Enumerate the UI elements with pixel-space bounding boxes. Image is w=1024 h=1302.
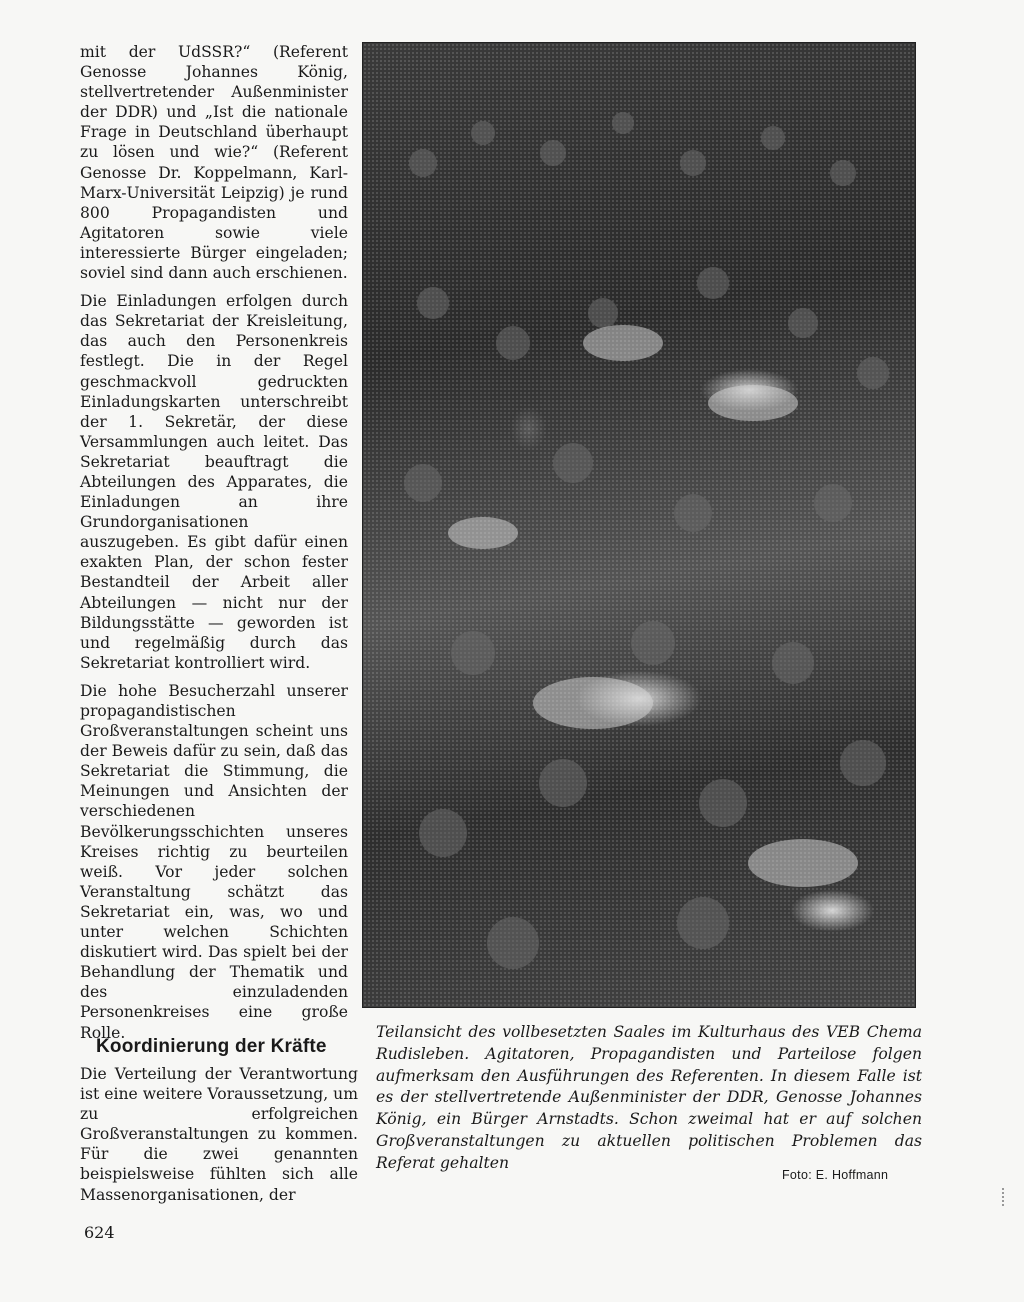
- text-column-left-continued: [80, 1064, 358, 1205]
- text-column-left: [80, 42, 348, 1043]
- section-heading: Koordinierung der Kräfte: [96, 1036, 327, 1057]
- margin-mark: [1002, 1188, 1014, 1206]
- paragraph-4: Die Verteilung der Verantwortung ist eine weitere Voraussetzung, um zu erfolgreichen Großveranstaltungen zu kommen. Für die zwei genannten beispielsweise fühlten sich alle Massenorganisationen, der: [80, 1065, 358, 1204]
- photo-caption: Teilansicht des vollbesetzten Saales im Kulturhaus des VEB Chema Rudisleben. Agitatoren, Propagandisten und Parteilose folgen aufmerksam den Ausführungen des Referenten. In diesem Falle ist es der stellvertretende Außenminister der DDR, Genosse Johannes König, ein Bürger Arnstadts. Schon zweimal hat er auf solchen Großveranstaltungen zu aktuellen politischen Problemen das Referat gehalten: [376, 1023, 922, 1172]
- paragraph-2: Die Einladungen erfolgen durch das Sekretariat der Kreisleitung, das auch den Personenkreis festlegt. Die in der Regel geschmackvoll gedruckten Einladungskarten unterschreibt der 1. Sekretär, der diese Versammlungen auch leitet. Das Sekretariat beauftragt die Abteilungen des Apparates, die Einladungen an ihre Grundorganisationen auszugeben. Es gibt dafür einen exakten Plan, der schon fester Bestandteil der Arbeit aller Abteilungen — nicht nur der Bildungsstätte — geworden ist und regelmäßig durch das Sekretariat kontrolliert wird.: [80, 292, 348, 672]
- crowd-photo: [362, 42, 916, 1008]
- paragraph-1: mit der UdSSR?“ (Referent Genosse Johannes König, stellvertretender Außenminister der DDR) und „Ist die nationale Frage in Deutschland überhaupt zu lösen und wie?“ (Referent Genosse Dr. Koppelmann, Karl-Marx-Universität Leipzig) je rund 800 Propagandisten und Agitatoren sowie viele interessierte Bürger eingeladen; soviel sind dann auch erschienen.: [80, 43, 348, 283]
- photo-credit: Foto: E. Hoffmann: [782, 1168, 889, 1182]
- paragraph-3: Die hohe Besucherzahl unserer propagandistischen Großveranstaltungen scheint uns der Beweis dafür zu sein, daß das Sekretariat die Stimmung, die Meinungen und Ansichten der verschiedenen Bevölkerungsschichten unseres Kreises richtig zu beurteilen weiß. Vor jeder solchen Veranstaltung schätzt das Sekretariat ein, was, wo und unter welchen Schichten diskutiert wird. Das spielt bei der Behandlung der Thematik und des einzuladenden Personenkreises eine große Rolle.: [80, 681, 348, 1042]
- page-number: 624: [84, 1223, 115, 1242]
- photo-silhouettes: [363, 43, 915, 1007]
